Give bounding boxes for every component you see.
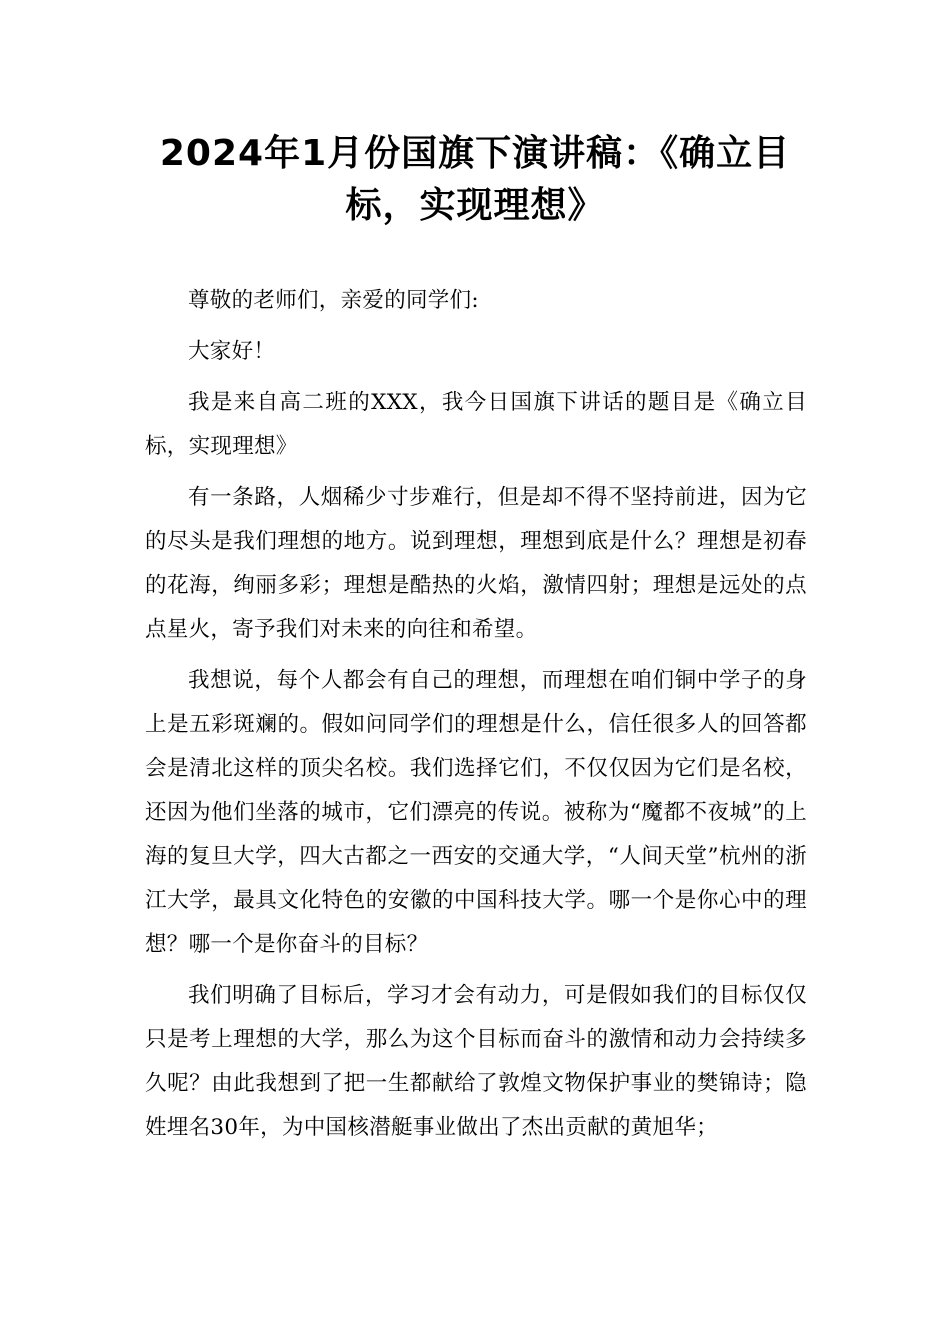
paragraph-hello: 大家好！	[188, 339, 276, 364]
paragraph-what-is-ideal: 有一条路，人烟稀少寸步难行，但是却不得不坚持前进，因为它的尽头是我们理想的地方。说到理想，理想到底是什么？理想是初春的花海，绚丽多彩；理想是酷热的火焰，激情四射；理想是远处的点点星火，寄予我们对未来的向往和希望。	[145, 485, 807, 642]
paragraph-introduction: 我是来自高二班的XXX，我今日国旗下讲话的题目是《确立目标，实现理想》	[145, 390, 807, 459]
document-title: 2024年1月份国旗下演讲稿：《确立目标，实现理想》	[159, 133, 791, 226]
paragraph-motivation: 我们明确了目标后，学习才会有动力，可是假如我们的目标仅仅只是考上理想的大学，那么为这个目标而奋斗的激情和动力会持续多久呢？由此我想到了把一生都献给了敦煌文物保护事业的樊锦诗；隐姓埋名30年，为中国核潜艇事业做出了杰出贡献的黄旭华；	[145, 983, 807, 1140]
paragraph-universities: 我想说，每个人都会有自己的理想，而理想在咱们铜中学子的身上是五彩斑斓的。假如问同学们的理想是什么，信任很多人的回答都会是清北这样的顶尖名校。我们选择它们，不仅仅因为它们是名校，还因为他们坐落的城市，它们漂亮的传说。被称为“魔都不夜城”的上海的复旦大学，四大古都之一西安的交通大学，“人间天堂”杭州的浙江大学，最具文化特色的安徽的中国科技大学。哪一个是你心中的理想？哪一个是你奋斗的目标？	[145, 668, 807, 957]
paragraph-greeting: 尊敬的老师们，亲爱的同学们:	[188, 288, 479, 313]
document-body	[145, 279, 807, 1157]
